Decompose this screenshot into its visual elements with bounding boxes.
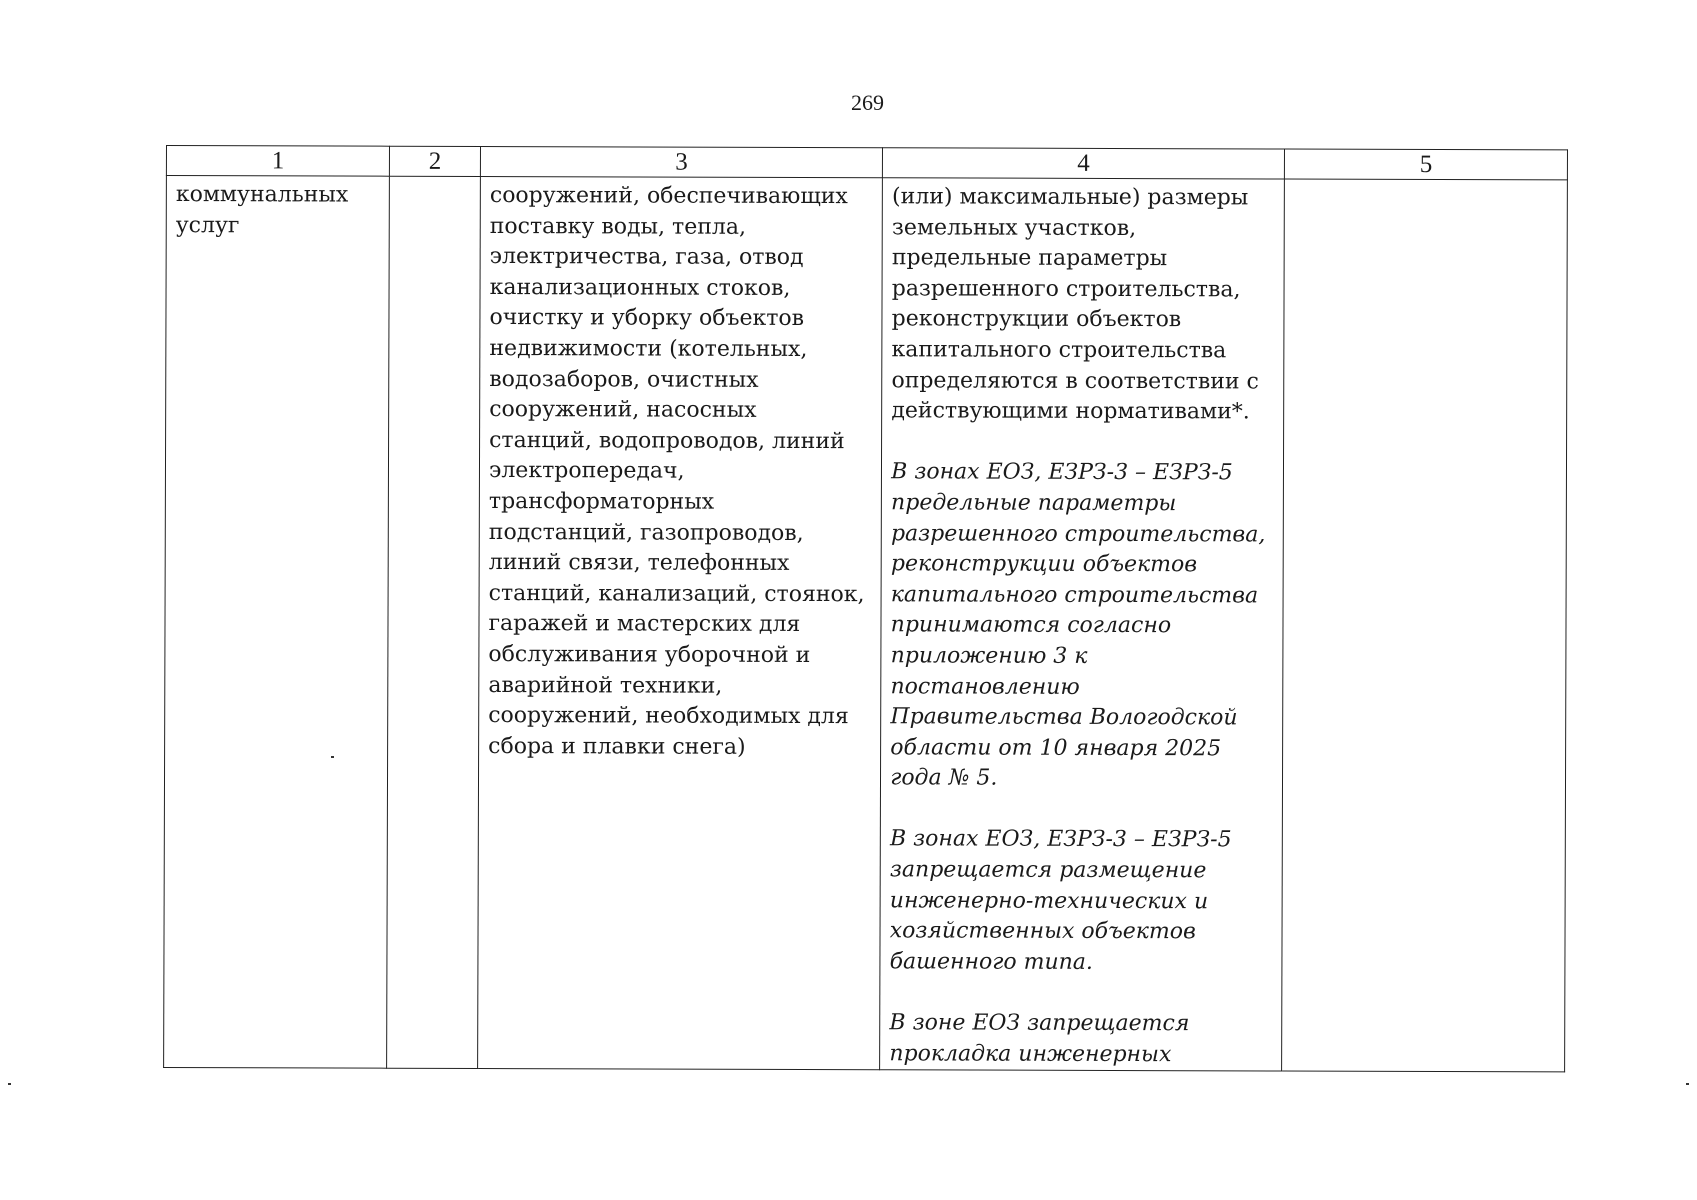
text-line: (или) максимальные) размеры (892, 184, 1249, 211)
text-line: капитального строительства (890, 581, 1259, 609)
text-line: гаражей и мастерских для (488, 611, 801, 638)
text-line: Правительства Вологодской (890, 704, 1238, 731)
scan-speck (331, 756, 334, 758)
text-line: разрешенного строительства, (890, 520, 1266, 547)
text-line: подстанций, газопроводов, (488, 519, 804, 546)
cell-use-type (164, 176, 390, 1069)
text-line: электричества, газа, отвод (489, 244, 804, 271)
text-line: земельных участков, (891, 214, 1137, 241)
text-line: постановлению (890, 673, 1080, 700)
parameters-paragraph-4 (889, 1008, 1272, 1070)
text-line: инженерно-технических и (889, 887, 1209, 914)
text-line: недвижимости (котельных, (489, 335, 808, 362)
text-line: коммунальных (175, 182, 349, 208)
column-header-3: 3 (480, 146, 882, 177)
text-line: хозяйственных объектов (889, 918, 1196, 945)
text-line: услуг (175, 212, 240, 238)
text-line: сооружений, насосных (489, 397, 757, 424)
table-header-row (166, 146, 1567, 180)
parameters-paragraph-3 (890, 825, 1273, 979)
text-line: трансформаторных (488, 488, 715, 515)
scan-speck (1686, 1083, 1689, 1085)
scan-speck (8, 1083, 11, 1085)
page-number: 269 (851, 90, 884, 115)
text-line: принимаются согласно (890, 612, 1172, 639)
text-line: башенного типа. (889, 949, 1093, 975)
text-line: В зонах ЕОЗ, ЕЗРЗ-3 – ЕЗРЗ-5 (891, 459, 1233, 486)
column-header-5: 5 (1284, 149, 1567, 180)
text-line: поставку воды, тепла, (489, 213, 747, 240)
text-line: водозаборов, очистных (489, 366, 759, 393)
column-header-4: 4 (883, 148, 1285, 179)
regulation-table (163, 145, 1568, 1073)
text-line: В зонах ЕОЗ, ЕЗРЗ-3 – ЕЗРЗ-5 (889, 826, 1232, 853)
text-line: года № 5. (890, 765, 998, 791)
text-line: аварийной техники, (488, 672, 723, 699)
text-line: станций, водопроводов, линий (489, 427, 845, 454)
text-line: капитального строительства (891, 337, 1227, 364)
text-line: области от 10 января 2025 (890, 734, 1222, 762)
text-line: станций, канализаций, стоянок, (488, 580, 865, 607)
text-line: очистку и уборку объектов (489, 305, 805, 332)
text-line: разрешенного строительства, (891, 276, 1241, 303)
text-line: предельные параметры (891, 490, 1177, 517)
text-line: В зоне ЕОЗ запрещается (889, 1010, 1190, 1037)
text-line: определяются в соответствии с (891, 367, 1259, 394)
parameters-paragraph-2 (890, 458, 1274, 796)
table-row (164, 176, 1568, 1073)
parameters-paragraph-1 (891, 182, 1275, 428)
text-line: электропередач, (488, 458, 685, 484)
text-line: предельные параметры (891, 245, 1168, 272)
cell-description (478, 176, 883, 1069)
text-line: сооружений, обеспечивающих (489, 183, 848, 210)
text-line: реконструкции объектов (891, 306, 1182, 333)
text-line: приложению 3 к (890, 643, 1088, 669)
text-line: действующими нормативами*. (891, 398, 1250, 425)
column-header-2: 2 (389, 146, 480, 176)
text-line: реконструкции объектов (890, 551, 1198, 578)
cell-code (387, 176, 481, 1069)
text-line: обслуживания уборочной и (488, 641, 811, 668)
text-line: запрещается размещение (889, 857, 1207, 884)
column-header-1: 1 (166, 146, 389, 177)
text-line: сбора и плавки снега) (488, 733, 746, 760)
text-line: прокладка инженерных (889, 1040, 1172, 1067)
text-line: линий связи, телефонных (488, 550, 790, 577)
text-line: сооружений, необходимых для (488, 703, 849, 730)
text-line: канализационных стоков, (489, 274, 791, 301)
cell-parameters (880, 178, 1285, 1071)
cell-notes (1282, 179, 1568, 1072)
